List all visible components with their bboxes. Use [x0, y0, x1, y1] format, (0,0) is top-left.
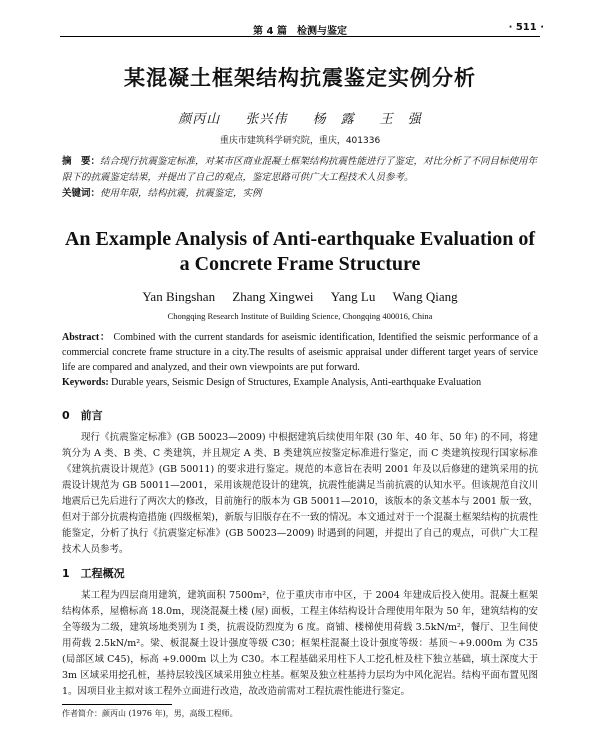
author-en: Wang Qiang — [392, 289, 458, 304]
running-header-section: 第 4 篇 检测与鉴定 — [253, 26, 347, 37]
abstract-en-text: Combined with the current standards for aseismic identification, Identified the seismic performance of a commercial concrete frame structure in a city.The results of aseismic appraisal under different target years of service life are compared and analyzed, and their own viewpoints are put forward. — [62, 332, 538, 373]
section-heading-preface: 0 前言 — [62, 409, 103, 422]
author-cn: 王 强 — [379, 112, 422, 127]
section-paragraph-preface: 现行《抗震鉴定标准》(GB 50023—2009) 中根据建筑后续使用年限 (30 年、40 年、50 年) 的不同，将建筑分为 A 类、B 类、C 类建筑，并且规定 A 类、B 类建筑应按鉴定标准进行鉴定，而 C 类建筑按现行国家标准《建筑抗震设计规范》(GB 50011) 的要求进行鉴定。规范的本意旨在表明 2001 年及以后修建的建筑采用的抗震设计规范为 GB 50011—2001，采用该规范设计的建筑，抗震性能满足当前抗震的认知水平。但该规范自汶川地震后已先后进行了两次大的修改，目前施行的版本为 GB 50011—2010，该版本的条文基本与 2001 版一致，但对于部分抗震构造措施 (四级框架)，新版与旧版存在不一致的情况。本文通过对于一个混凝土框架结构的抗震性能鉴定，分析了执行《抗震鉴定标准》(GB 50023—2009) 时遇到的问题，并提出了自己的观点，可供广大工程技术人员参考。 — [62, 432, 538, 555]
affiliation-en: Chongqing Research Institute of Building Science, Chongqing 400016, China — [167, 311, 433, 321]
affiliation-cn: 重庆市建筑科学研究院，重庆，401336 — [219, 136, 381, 146]
paper-title-en: An Example Analysis of Anti-earthquake Evaluation of a Concrete Frame Structure — [64, 228, 536, 275]
abstract-cn-text: 结合现行抗震鉴定标准，对某市区商业混凝土框架结构抗震性能进行了鉴定，对比分析了不同目标使用年限下的抗震鉴定结果，并提出了自己的观点，鉴定思路可供广大工程技术人员参考。 — [62, 156, 538, 183]
abstract-en-label: Abstract： — [62, 332, 111, 343]
keywords-cn: 使用年限，结构抗震，抗震鉴定，实例 — [100, 188, 262, 199]
section-heading-project-overview: 1 工程概况 — [62, 567, 125, 580]
author-cn: 杨 露 — [312, 112, 355, 127]
author-cn: 颜丙山 — [178, 112, 221, 127]
section-paragraph-project-overview: 某工程为四层商用建筑，建筑面积 7500m²，位于重庆市市中区，于 2004 年建成后投入使用。混凝土框架结构体系，屋檐标高 18.0m，现浇混凝土楼 (屋) 面板，工程主体结构设计合理使用年限为 50 年，建筑结构的安全等级为二级，建筑场地类别为 Ⅰ 类，抗震设防烈度为 6 度。商铺、楼梯使用荷载 3.5kN/m²，餐厅、卫生间使用荷载 2.5kN/m²。梁、板混凝土设计强度等级 C30；框架柱混凝土设计强度等级：基顶～+9.000m 为 C35 (局部区域 C45)，标高 +9.000m 以上为 C30。本工程基础采用柱下人工挖孔桩及柱下独立基础，填土深度大于 3m 区域采用挖孔桩，基持层较浅区域采用独立柱基。框架及独立柱基持力层均为中风化泥岩。结构平面布置见图 1。因项目业主拟对该工程外立面进行改造，故改造前需对工程抗震性能进行鉴定。 — [62, 590, 538, 697]
author-en: Zhang Xingwei — [232, 289, 314, 304]
abstract-cn — [62, 154, 538, 202]
author-cn: 张兴伟 — [245, 112, 288, 127]
footnote-author-bio: 作者简介：颜丙山 (1976 年)，男，高级工程师。 — [62, 709, 238, 718]
authors-cn — [0, 108, 600, 127]
keywords-en-label: Keywords: — [62, 377, 109, 388]
abstract-cn-label: 摘 要： — [62, 156, 101, 167]
footnote-rule — [62, 704, 172, 705]
author-en: Yan Bingshan — [142, 289, 216, 304]
page-number: · 511 · — [508, 22, 544, 33]
keywords-cn-label: 关键词： — [62, 188, 101, 199]
paper-title-cn: 某混凝土框架结构抗震鉴定实例分析 — [124, 66, 476, 90]
author-en: Yang Lu — [330, 289, 376, 304]
header-rule — [60, 36, 540, 37]
authors-en — [0, 289, 600, 305]
keywords-en: Durable years, Seismic Design of Structures, Example Analysis, Anti-earthquake Evaluation — [111, 377, 482, 388]
abstract-en — [62, 330, 538, 390]
